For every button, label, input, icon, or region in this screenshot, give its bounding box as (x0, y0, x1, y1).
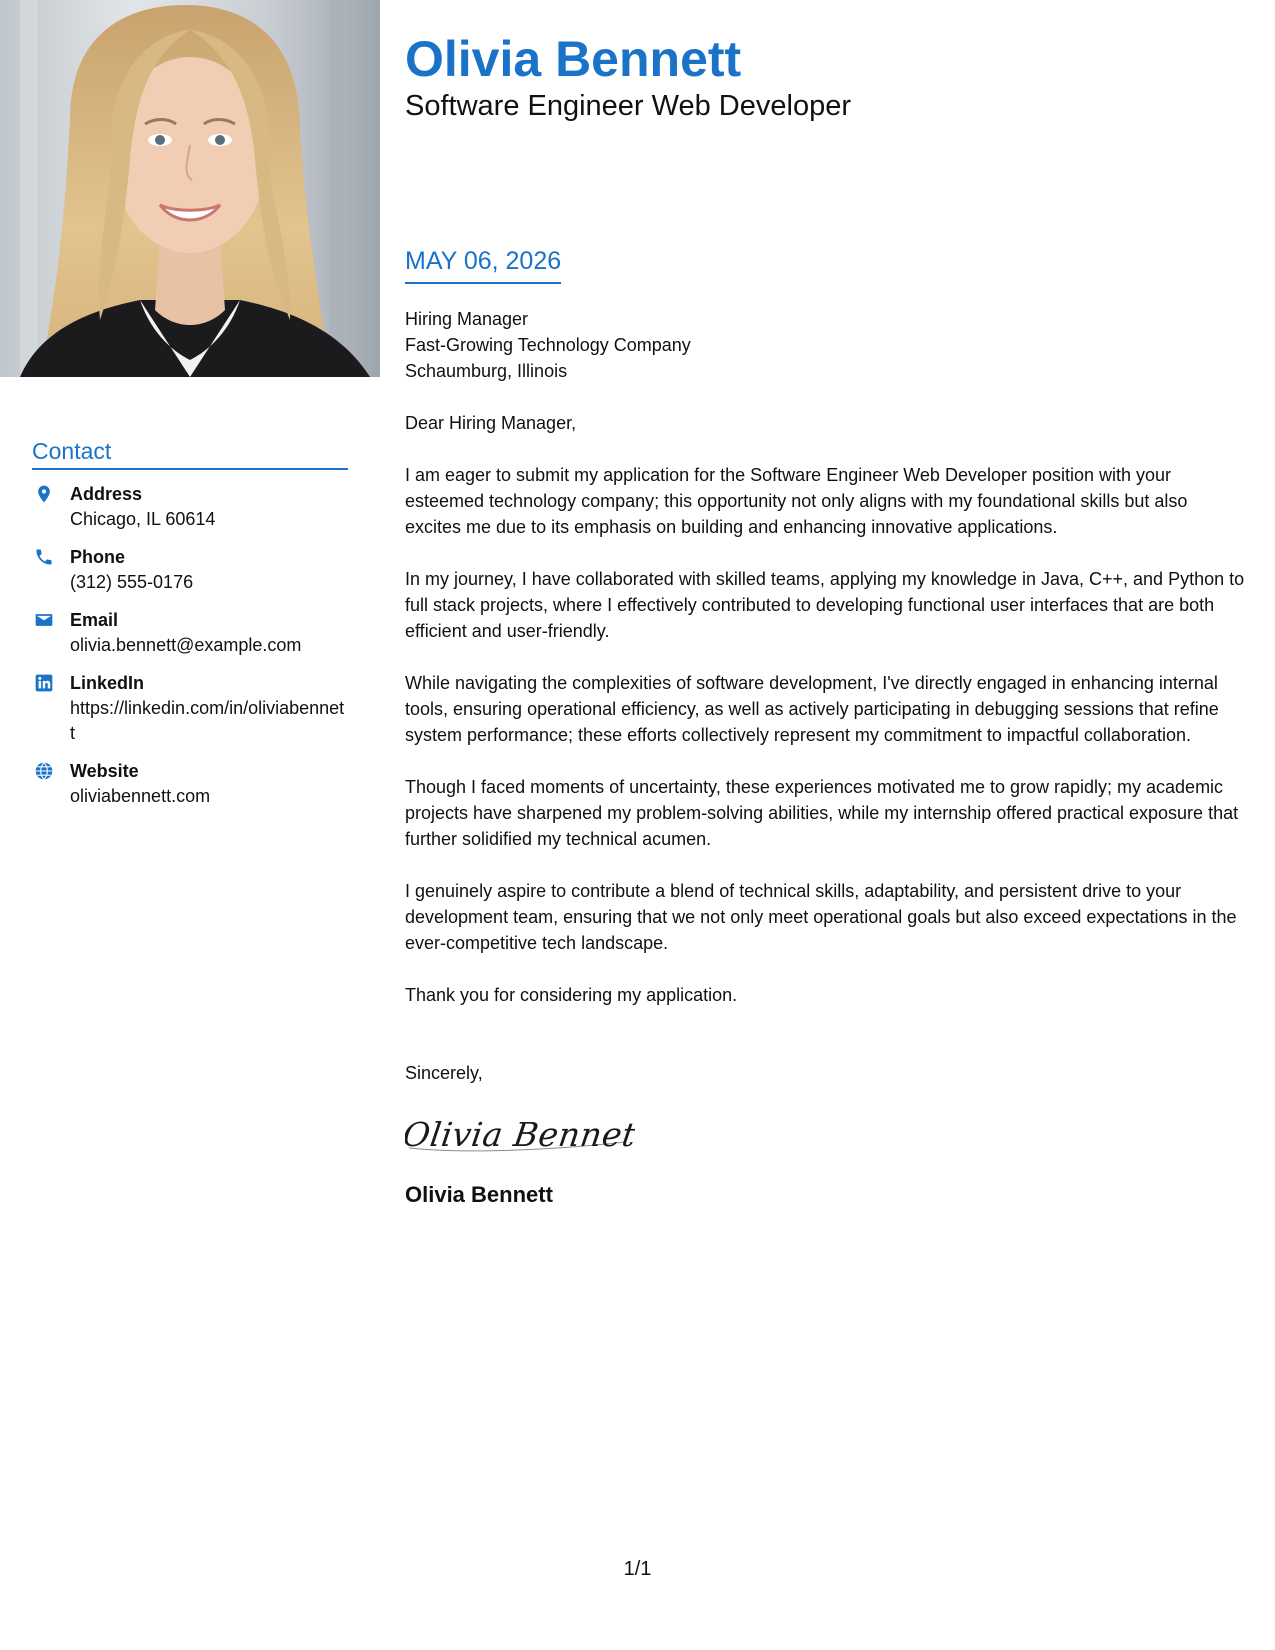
contact-address (32, 482, 348, 532)
recipient-line: Hiring Manager (405, 309, 529, 329)
body-paragraph: I am eager to submit my application for the Software Engineer Web Developer position with your esteemed technology company; this opportunity not only aligns with my foundational skills but also excites me due to its emphasis on building and enhancing innovative applications. (405, 465, 1188, 537)
letter-main (405, 30, 1245, 1207)
phone-icon (32, 545, 70, 595)
linkedin-icon (32, 671, 70, 746)
body-paragraph: Though I faced moments of uncertainty, these experiences motivated me to grow rapidly; my academic projects have sharpened my problem-solving abilities, while my internship offered practical exposure that further solidified my technical acumen. (405, 777, 1239, 849)
closing: Sincerely, (405, 1063, 483, 1083)
contact-linkedin (32, 671, 348, 746)
job-title: Software Engineer Web Developer (405, 90, 851, 122)
contact-label: Address (70, 484, 143, 504)
body-paragraph: Thank you for considering my application. (405, 985, 738, 1005)
contact-label: LinkedIn (70, 673, 145, 693)
address-value: Chicago, IL 60614 (70, 509, 216, 529)
contact-email (32, 608, 348, 658)
contact-label: Website (70, 761, 139, 781)
recipient-block (405, 306, 1245, 384)
sidebar (0, 0, 380, 1650)
body-paragraph: While navigating the complexities of software development, I've directly engaged in enhancing internal tools, ensuring operational efficiency, as well as actively participating in debugging sessions that refine system performance; these efforts collectively represent my commitment to impactful collaboration. (405, 673, 1219, 745)
website-value: oliviabennett.com (70, 786, 211, 806)
svg-text:Olivia Bennett: Olivia Bennett (405, 1115, 635, 1154)
globe-icon (32, 759, 70, 809)
email-value: olivia.bennett@example.com (70, 635, 302, 655)
applicant-name: Olivia Bennett (405, 31, 742, 87)
signed-name: Olivia Bennett (405, 1182, 553, 1207)
linkedin-value: https://linkedin.com/in/oliviabennett (70, 698, 345, 743)
contact-website (32, 759, 348, 809)
contact-label: Phone (70, 547, 126, 567)
body-paragraph: I genuinely aspire to contribute a blend of technical skills, adaptability, and persistent drive to your development team, ensuring that we not only meet operational goals but also exceed expectations in the ever-competitive tech landscape. (405, 881, 1237, 953)
letter-body (405, 306, 1245, 1208)
contact-label: Email (70, 610, 119, 630)
email-icon (32, 608, 70, 658)
recipient-line: Schaumburg, Illinois (405, 361, 568, 381)
salutation: Dear Hiring Manager, (405, 413, 577, 433)
contact-section (32, 436, 348, 822)
profile-photo (0, 0, 380, 377)
contact-heading: Contact (32, 436, 348, 470)
letter-date: MAY 06, 2026 (405, 246, 561, 284)
phone-value: (312) 555-0176 (70, 572, 194, 592)
recipient-line: Fast-Growing Technology Company (405, 335, 691, 355)
contact-phone (32, 545, 348, 595)
location-pin-icon (32, 482, 70, 532)
page-number: 1/1 (623, 1558, 652, 1580)
body-paragraph: In my journey, I have collaborated with skilled teams, applying my knowledge in Java, C++, and Python to full stack projects, where I effectively contributed to developing functional user interfaces that are both efficient and user-friendly. (405, 569, 1245, 641)
handwritten-signature (405, 1106, 1245, 1162)
